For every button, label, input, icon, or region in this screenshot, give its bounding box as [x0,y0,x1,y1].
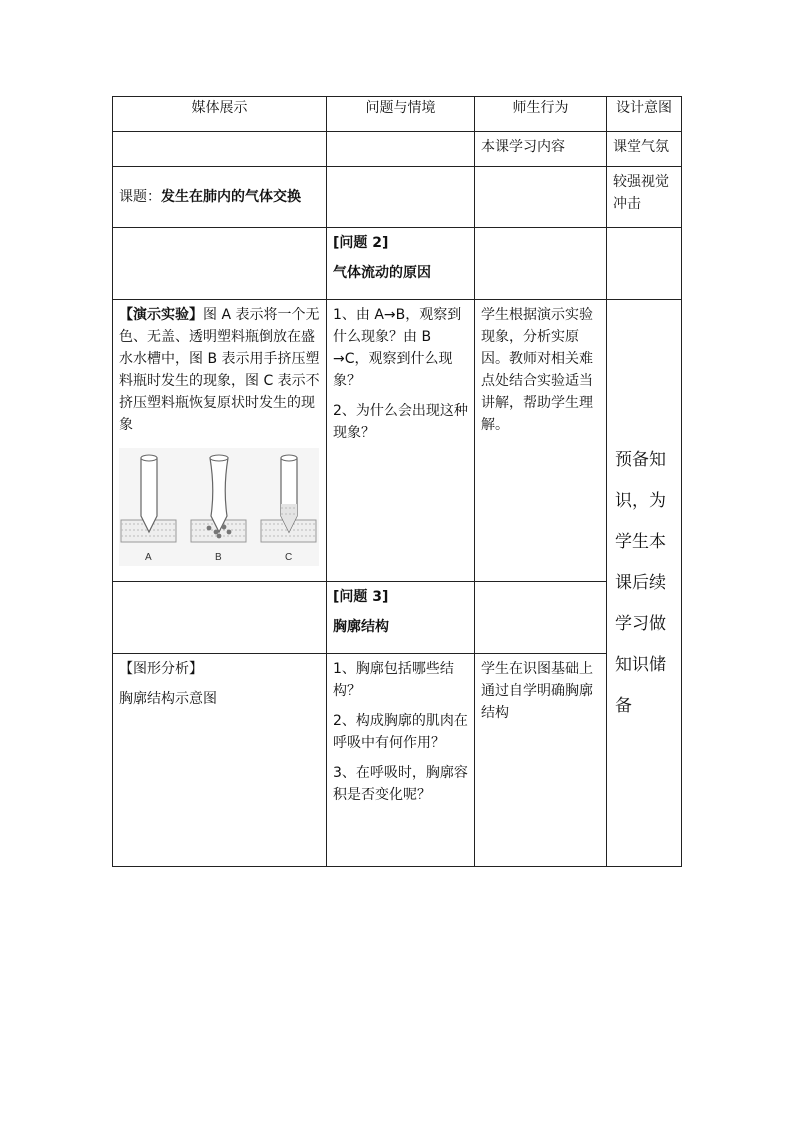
table-row [113,132,682,167]
table-row [113,167,682,228]
question-subtitle: 胸廓结构 [333,619,389,635]
figure-b [191,455,246,563]
intent-cell: 课堂气氛 [613,139,669,155]
question-subtitle: 气体流动的原因 [333,265,431,281]
question-item: 3、在呼吸时，胸廓容积是否变化呢？ [333,765,468,803]
question-number: [问题 3] [333,589,389,605]
intent-cell: 较强视觉冲击 [613,174,669,212]
table-row [113,228,682,300]
question-item: 1、胸廓包括哪些结构？ [333,661,454,699]
question-number: [问题 2] [333,235,389,251]
bottle-experiment-figure [119,448,319,566]
demo-description [119,304,322,436]
figure-label-c: C [285,552,293,563]
table-row [113,654,682,867]
behavior-cell: 本课学习内容 [481,139,565,155]
header-behavior: 师生行为 [475,97,607,132]
behavior-cell: 学生根据演示实验现象，分析实原因。教师对相关难点处结合实验适当讲解，帮助学生理解。 [481,307,593,433]
lesson-topic-prefix: 课题： [119,189,161,205]
lesson-topic-title: 发生在肺内的气体交换 [161,189,301,205]
header-intent: 设计意图 [607,97,682,132]
demo-text: 图 A 表示将一个无色、无盖、透明塑料瓶倒放在盛水水槽中，图 B 表示用手挤压塑料瓶时发生的现象，图 C 表示不挤压塑料瓶恢复原状时发生的现象 [119,307,320,433]
figure-label-b: B [215,552,222,563]
figure-a [121,455,176,563]
analysis-tag: 【图形分析】 [119,661,203,677]
lesson-plan-table [112,96,682,867]
behavior-cell: 学生在识图基础上通过自学明确胸廓结构 [481,661,593,721]
demo-tag: 【演示实验】 [119,307,203,323]
figure-c [261,455,316,563]
question-item: 2、为什么会出现这种现象？ [333,403,468,441]
question-item: 2、构成胸廓的肌肉在呼吸中有何作用？ [333,713,468,751]
analysis-text: 胸廓结构示意图 [119,691,217,707]
table-row [113,300,682,582]
header-media: 媒体展示 [113,97,327,132]
table-row [113,582,682,654]
question-item: 1、由 A→B，观察到什么现象？由 B →C，观察到什么现象？ [333,307,462,389]
header-question: 问题与情境 [327,97,475,132]
header-row [113,97,682,132]
intent-merged-cell: 预备知识，为学生本课后续学习做知识储备 [615,449,666,716]
figure-label-a: A [145,552,152,563]
